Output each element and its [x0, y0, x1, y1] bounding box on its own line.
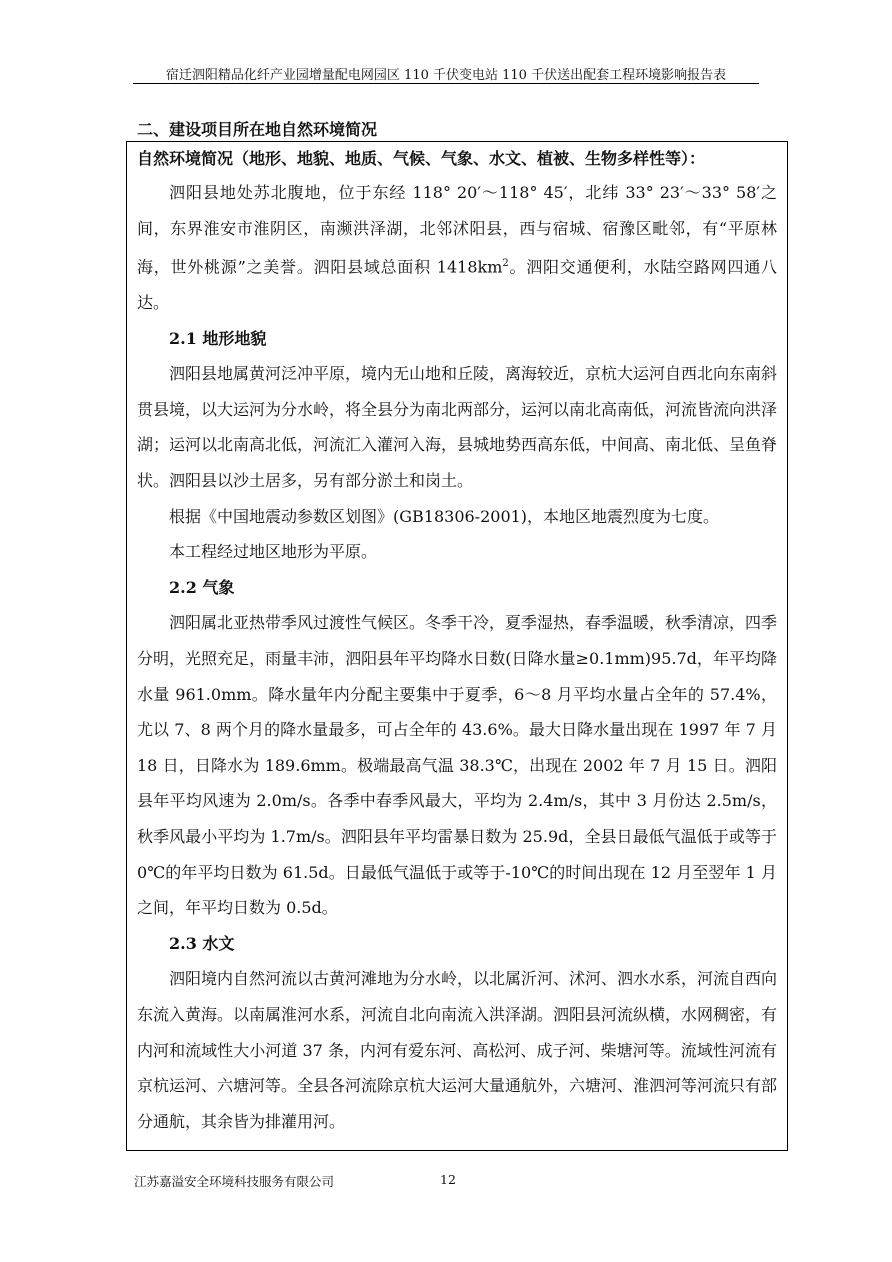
hydrology-heading: 2.3 水文: [169, 933, 235, 953]
footer-company: 江苏嘉溢安全环境科技服务有限公司: [134, 1174, 335, 1189]
intro-text-b: 。泗阳交通便利，水陆空路网四通八达。: [137, 257, 777, 313]
intro-paragraph: [137, 175, 777, 321]
environment-table-cell: [126, 141, 788, 1151]
climate-heading: 2.2 气象: [169, 577, 235, 597]
terrain-heading: 2.1 地形地貌: [169, 328, 267, 348]
box-heading: 自然环境简况（地形、地貌、地质、气候、气象、水文、植被、生物多样性等）：: [137, 149, 706, 168]
page-number: 12: [440, 1172, 456, 1187]
document-header-title: 宿迁泗阳精品化纤产业园增量配电网园区 110 千伏变电站 110 千伏送出配套工程环境影响报告表: [165, 68, 727, 83]
terrain-paragraph-3: 本工程经过地区地形为平原。: [169, 542, 378, 562]
section-title: 二、建设项目所在地自然环境简况: [137, 120, 378, 139]
terrain-paragraph-2: 根据《中国地震动参数区划图》(GB18306-2001)，本地区地震烈度为七度。: [169, 506, 720, 526]
intro-superscript: 2: [502, 258, 509, 270]
intro-text-a: 泗阳县地处苏北腹地，位于东经 118° 20′～118° 45′，北纬 33° 23′～33° 58′之间，东界淮安市淮阴区，南濒洪泽湖，北邻沭阳县，西与宿城、宿豫区毗邻，有“平原林海，世外桃源”之美誉。泗阳县域总面积 1418km: [137, 183, 777, 277]
climate-paragraph: 泗阳属北亚热带季风过渡性气候区。冬季干冷，夏季湿热，春季温暖，秋季清凉，四季分明，光照充足，雨量丰沛，泗阳县年平均降水日数(日降水量≥0.1mm)95.7d，年平均降水量 961.0mm。降水量年内分配主要集中于夏季，6～8 月平均水量占全年的 57.4%，尤以 7、8 两个月的降水量最多，可占全年的 43.6%。最大日降水量出现在 1997 年 7 月 18 日，日降水为 189.6mm。极端最高气温 38.3℃，出现在 2002 年 7 月 15 日。泗阳县年平均风速为 2.0m/s。各季中春季风最大，平均为 2.4m/s，其中 3 月份达 2.5m/s，秋季风最小平均为 1.7m/s。泗阳县年平均雷暴日数为 25.9d，全县日最低气温低于或等于 0℃的年平均日数为 61.5d。日最低气温低于或等于-10℃的时间出现在 12 月至翌年 1 月之间，年平均日数为 0.5d。: [137, 613, 778, 918]
header-divider: [133, 83, 759, 84]
hydrology-paragraph: 泗阳境内自然河流以古黄河滩地为分水岭，以北属沂河、沭河、泗水水系，河流自西向东流入黄海。以南属淮河水系，河流自北向南流入洪泽湖。泗阳县河流纵横，水网稠密，有内河和流域性大小河道 37 条，内河有爱东河、高松河、成子河、柴塘河等。流域性河流有京杭运河、六塘河等。全县各河流除京杭大运河大量通航外，六塘河、淮泗河等河流只有部分通航，其余皆为排灌用河。: [137, 969, 778, 1131]
environment-content: [137, 142, 777, 1139]
terrain-paragraph-1: 泗阳县地属黄河泛冲平原，境内无山地和丘陵，离海较近，京杭大运河自西北向东南斜贯县境，以大运河为分水岭，将全县分为南北两部分，运河以南北高南低，河流皆流向洪泽湖；运河以北南高北低，河流汇入灌河入海，县城地势西高东低，中间高、南北低、呈鱼脊状。泗阳县以沙土居多，另有部分淤土和岗土。: [137, 364, 778, 491]
